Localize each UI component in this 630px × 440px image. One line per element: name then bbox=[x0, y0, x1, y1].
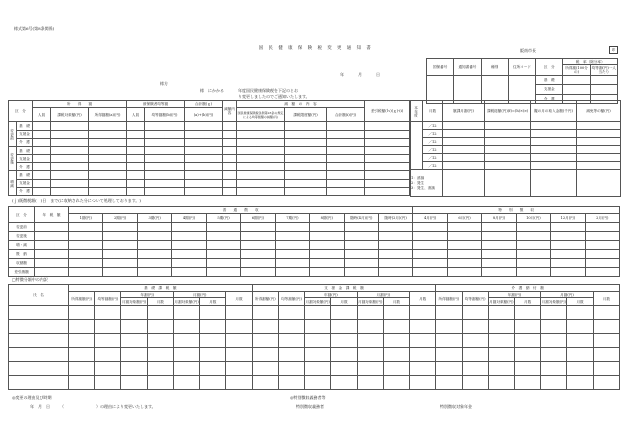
amount-cell bbox=[593, 320, 619, 334]
col-head: (a)+(b)(円) bbox=[185, 108, 223, 122]
month-mark: ／12 bbox=[423, 146, 443, 154]
sub-col: 月数 bbox=[567, 298, 593, 306]
ident-row-label: 基 礎 bbox=[536, 75, 563, 84]
amount-cell bbox=[593, 376, 619, 390]
amount-cell bbox=[69, 334, 95, 348]
amount-cell bbox=[305, 306, 331, 320]
breakdown-table bbox=[8, 284, 620, 390]
amount-cell bbox=[514, 320, 540, 334]
amount-cell bbox=[95, 348, 121, 362]
amount-cell bbox=[226, 320, 252, 334]
amount-cell bbox=[541, 348, 567, 362]
amount-cell bbox=[278, 320, 304, 334]
period-col: 3期(円) bbox=[137, 214, 171, 223]
greeting-mid: 様 にかかる bbox=[200, 88, 224, 93]
amount-cell bbox=[147, 362, 173, 376]
amount-cell bbox=[121, 348, 147, 362]
col-head: 均等割額(b)(円) bbox=[145, 108, 185, 122]
reduction-header: 減 額 の 内 容 bbox=[237, 101, 365, 108]
amount-cell bbox=[95, 334, 121, 348]
amount-cell bbox=[488, 348, 514, 362]
right-col-head: 擬の月の取入金額(千円) bbox=[531, 101, 577, 122]
amount-cell bbox=[488, 362, 514, 376]
col-head: 課税対象額(円) bbox=[51, 108, 89, 122]
period-col: 4月(円) bbox=[413, 214, 447, 223]
amount-cell bbox=[305, 348, 331, 362]
amount-cell bbox=[462, 348, 488, 362]
form-id: 様式第6号(第8条関係) bbox=[14, 26, 55, 31]
month-mark: ／12 bbox=[423, 130, 443, 138]
amount-cell bbox=[593, 306, 619, 320]
col-head: 人員 bbox=[127, 108, 145, 122]
amount-cell bbox=[331, 334, 357, 348]
group-label: 変更前 bbox=[9, 122, 17, 147]
month-mark: ／12 bbox=[423, 122, 443, 130]
name-cell bbox=[9, 348, 69, 362]
amount-cell bbox=[567, 306, 593, 320]
special-header: 特 別 徴 収 bbox=[413, 207, 620, 214]
month-mark: ／12 bbox=[423, 162, 443, 170]
amount-cell bbox=[593, 334, 619, 348]
ordinary-header: 普 通 徴 収 bbox=[69, 207, 413, 214]
period-col: 12月(円) bbox=[551, 214, 585, 223]
amount-cell bbox=[462, 334, 488, 348]
amount-cell bbox=[69, 376, 95, 390]
group-label: 変更後 bbox=[9, 146, 17, 171]
amount-cell bbox=[69, 306, 95, 320]
amount-cell bbox=[173, 376, 199, 390]
sub-col: 均等割額(円) bbox=[95, 292, 121, 306]
sub-col: 月数 bbox=[200, 298, 226, 306]
period-row-label: 既 納 bbox=[9, 250, 35, 259]
amount-cell bbox=[252, 334, 278, 348]
change-reason-line: 年 月 日 （ ）の理由により変更いたします。 bbox=[30, 404, 156, 409]
breakdown-note: □特徴分額中の内訳 bbox=[12, 277, 48, 282]
amount-cell bbox=[252, 320, 278, 334]
amount-cell bbox=[200, 334, 226, 348]
month-mark: ／12 bbox=[423, 138, 443, 146]
name-cell bbox=[9, 334, 69, 348]
annual-tax-header: 年 税 額 bbox=[35, 207, 69, 223]
right-col-head: 減免等の額(円) bbox=[577, 101, 621, 122]
amount-cell bbox=[488, 334, 514, 348]
kokuho-no-label: 国保番号 bbox=[427, 59, 454, 76]
sub-col: 年割(円) bbox=[488, 292, 540, 298]
amount-cell bbox=[567, 348, 593, 362]
amount-cell bbox=[488, 376, 514, 390]
fiscal-year-label: 本年度 bbox=[411, 101, 423, 122]
sub-col: 月数 bbox=[410, 292, 436, 306]
amount-cell bbox=[436, 306, 462, 320]
care-header: 介 護 納 付 額 bbox=[436, 285, 620, 292]
sub-col: 月割対象額(円) bbox=[358, 299, 383, 304]
table-row bbox=[9, 320, 620, 334]
name-cell bbox=[9, 320, 69, 334]
table-row bbox=[9, 306, 620, 320]
amount-cell bbox=[147, 320, 173, 334]
main-kubun-header: 区 分 bbox=[9, 101, 33, 122]
table-row bbox=[9, 362, 620, 376]
amount-cell bbox=[567, 334, 593, 348]
period-col: 4期(円) bbox=[172, 214, 206, 223]
main-right-table bbox=[410, 100, 621, 197]
amount-cell bbox=[95, 376, 121, 390]
amount-cell bbox=[121, 376, 147, 390]
amount-cell bbox=[410, 320, 436, 334]
amount-cell bbox=[69, 348, 95, 362]
withholding-heading: ◎特別徴収義務者等 bbox=[290, 395, 326, 400]
rate-col-income: 所得割(100分の) bbox=[563, 65, 590, 75]
amount-cell bbox=[541, 320, 567, 334]
ident-table bbox=[426, 58, 618, 104]
greeting-prefix: 様方 bbox=[160, 81, 168, 86]
amount-cell bbox=[95, 320, 121, 334]
rate-col-flat: 均等割(円)一人当たり bbox=[591, 65, 617, 74]
col-head: 人員 bbox=[33, 108, 51, 122]
period-col: 8期(円) bbox=[310, 214, 344, 223]
amount-cell bbox=[173, 334, 199, 348]
row-label: 介 護 bbox=[17, 187, 33, 195]
period-col: 8月(円) bbox=[482, 214, 516, 223]
amount-cell bbox=[357, 306, 383, 320]
row-label: 基 礎 bbox=[17, 146, 33, 154]
period-col: 随時(4月)(円) bbox=[344, 214, 378, 223]
amount-cell bbox=[252, 306, 278, 320]
amount-cell bbox=[357, 334, 383, 348]
period-col: 5期(円) bbox=[206, 214, 240, 223]
sub-col: 月割対象額(円) bbox=[174, 299, 199, 304]
period-col: 2期(円) bbox=[103, 214, 137, 223]
amount-cell bbox=[514, 376, 540, 390]
amount-cell bbox=[278, 348, 304, 362]
amount-cell bbox=[173, 348, 199, 362]
amount-cell bbox=[514, 348, 540, 362]
amount-cell bbox=[488, 306, 514, 320]
amount-cell bbox=[278, 334, 304, 348]
amount-cell bbox=[305, 334, 331, 348]
right-col-head: 賦課月割(円) bbox=[443, 101, 485, 122]
pension-target: 特別徴収対象年金 bbox=[440, 404, 472, 409]
amount-cell bbox=[278, 376, 304, 390]
amount-cell bbox=[567, 376, 593, 390]
amount-cell bbox=[514, 306, 540, 320]
period-col: 6月(円) bbox=[447, 214, 481, 223]
address-code-label: 住所コード bbox=[508, 59, 535, 76]
amount-cell bbox=[147, 306, 173, 320]
main-table bbox=[8, 100, 410, 196]
period-table bbox=[8, 206, 620, 277]
period-row-label: 収納額 bbox=[9, 259, 35, 268]
right-col-head: 課税総額(円)(f)=(h)×(e) bbox=[485, 101, 531, 122]
row-label: 介 護 bbox=[17, 163, 33, 171]
amount-cell bbox=[200, 306, 226, 320]
sub-col: 年割(円) bbox=[305, 292, 357, 298]
sub-col: 月数 bbox=[226, 292, 252, 306]
flat-split-header: 被保険者均等割 bbox=[127, 101, 185, 108]
row-label: 支援金 bbox=[17, 179, 33, 187]
amount-cell bbox=[357, 376, 383, 390]
amount-cell bbox=[252, 348, 278, 362]
amount-cell bbox=[436, 320, 462, 334]
sub-col: 所得割額(円) bbox=[252, 292, 278, 306]
amount-cell bbox=[462, 362, 488, 376]
col-head: 合計額(i)(円) bbox=[327, 108, 365, 122]
amount-cell bbox=[147, 376, 173, 390]
amount-cell bbox=[541, 334, 567, 348]
amount-cell bbox=[226, 348, 252, 362]
period-col: 2月(円) bbox=[585, 214, 619, 223]
sub-col: 月数 bbox=[593, 292, 619, 306]
amount-cell bbox=[514, 362, 540, 376]
amount-cell bbox=[541, 362, 567, 376]
amount-cell bbox=[383, 362, 409, 376]
net-amount-header: 差引税額(ｈ)(ｇ)-(i) bbox=[365, 101, 410, 122]
row-label: 基 礎 bbox=[17, 122, 33, 130]
type-label: 種別 bbox=[481, 59, 508, 76]
amount-cell bbox=[436, 334, 462, 348]
total-g-header: 合計額(ｇ) bbox=[185, 101, 223, 108]
amount-cell bbox=[462, 320, 488, 334]
amount-cell bbox=[278, 362, 304, 376]
amount-cell bbox=[410, 306, 436, 320]
amount-cell bbox=[200, 376, 226, 390]
amount-cell bbox=[278, 306, 304, 320]
amount-cell bbox=[593, 362, 619, 376]
amount-cell bbox=[252, 362, 278, 376]
legend-item: 1：消滅 bbox=[411, 175, 425, 180]
right-col-head: 月数 bbox=[423, 101, 443, 122]
amount-cell bbox=[331, 362, 357, 376]
sub-col: 均等割額(円) bbox=[462, 292, 488, 306]
amount-cell bbox=[121, 362, 147, 376]
sub-col: 月数 bbox=[331, 298, 357, 306]
amount-cell bbox=[69, 320, 95, 334]
table-row bbox=[9, 334, 620, 348]
table-row bbox=[9, 376, 620, 390]
change-reason-heading: ◎変更の理由及び時期 bbox=[12, 395, 52, 400]
amount-cell bbox=[69, 362, 95, 376]
group-label: 増減 bbox=[9, 171, 17, 196]
period-row-label: 増・減 bbox=[9, 241, 35, 250]
sub-col: 月割(円) bbox=[357, 292, 409, 298]
amount-cell bbox=[173, 362, 199, 376]
sub-col: 所得割額(円) bbox=[69, 292, 95, 306]
amount-cell bbox=[305, 362, 331, 376]
table-row bbox=[9, 348, 620, 362]
sub-col: 月数 bbox=[147, 298, 173, 306]
amount-cell bbox=[593, 348, 619, 362]
sub-col: 月割対象額(円) bbox=[489, 299, 514, 304]
amount-cell bbox=[410, 362, 436, 376]
period-col: 随時(2月)(円) bbox=[378, 214, 412, 223]
amount-cell bbox=[331, 348, 357, 362]
row-label: 支援金 bbox=[17, 155, 33, 163]
period-col: 7期(円) bbox=[275, 214, 309, 223]
sub-col: 月割対象額(円) bbox=[121, 299, 147, 304]
amount-cell bbox=[305, 320, 331, 334]
period-row-label: 変更後 bbox=[9, 232, 35, 241]
sub-col: 年割(円) bbox=[121, 292, 173, 298]
notice-no-label: 通知書番号 bbox=[454, 59, 481, 76]
amount-cell bbox=[567, 362, 593, 376]
greeting-line1: 年度国民健康保険税を下記のとお bbox=[238, 88, 298, 93]
amount-cell bbox=[383, 348, 409, 362]
page-title: 国 民 健 康 保 険 税 変 更 通 知 書 bbox=[258, 46, 372, 51]
period-col: 1期(円) bbox=[69, 214, 103, 223]
ident-row-label: 支援金 bbox=[536, 85, 563, 94]
support-header: 支 援 金 課 税 額 bbox=[252, 285, 436, 292]
amount-cell bbox=[226, 306, 252, 320]
legend-item: 3：発生、消滅 bbox=[411, 185, 435, 190]
amount-cell bbox=[305, 376, 331, 390]
seal-mark: 印 bbox=[609, 46, 618, 54]
amount-cell bbox=[147, 334, 173, 348]
reduction-type-header: 減額内容 bbox=[223, 101, 237, 122]
amount-cell bbox=[331, 320, 357, 334]
amount-cell bbox=[488, 320, 514, 334]
amount-cell bbox=[436, 362, 462, 376]
kubun-label: 区 分 bbox=[536, 59, 563, 76]
amount-cell bbox=[331, 376, 357, 390]
legend-cell bbox=[411, 170, 443, 197]
amount-cell bbox=[200, 362, 226, 376]
amount-cell bbox=[147, 348, 173, 362]
ident-row-label: 介 護 bbox=[536, 94, 563, 103]
amount-cell bbox=[200, 320, 226, 334]
period-row-label: 差引納額 bbox=[9, 268, 35, 277]
amount-cell bbox=[436, 376, 462, 390]
amount-cell bbox=[226, 334, 252, 348]
amount-cell bbox=[173, 320, 199, 334]
amount-cell bbox=[95, 306, 121, 320]
period-row-label: 変更前 bbox=[9, 223, 35, 232]
amount-cell bbox=[226, 362, 252, 376]
amount-cell bbox=[514, 334, 540, 348]
sub-col: 月数 bbox=[383, 298, 409, 306]
row-label: 介 護 bbox=[17, 138, 33, 146]
amount-cell bbox=[121, 320, 147, 334]
amount-cell bbox=[226, 376, 252, 390]
amount-cell bbox=[410, 334, 436, 348]
sub-col: 月数 bbox=[514, 298, 540, 306]
amount-cell bbox=[357, 320, 383, 334]
city-name: 阪南市長 bbox=[520, 48, 536, 53]
sub-col: 月割(円) bbox=[541, 292, 593, 298]
amount-cell bbox=[252, 376, 278, 390]
col-head: 所得割額(a)(円) bbox=[89, 108, 127, 122]
amount-cell bbox=[200, 348, 226, 362]
amount-cell bbox=[383, 306, 409, 320]
issue-date: 年 月 日 bbox=[340, 72, 385, 77]
amount-cell bbox=[410, 348, 436, 362]
amount-cell bbox=[95, 362, 121, 376]
amount-cell bbox=[357, 348, 383, 362]
amount-cell bbox=[462, 306, 488, 320]
col-head: 国民健康保険税条例第23条の規定による均等割額の減額(円) bbox=[237, 108, 285, 122]
greeting-line2: り変更しましたのでご通知いたします。 bbox=[238, 94, 310, 99]
month-mark: ／12 bbox=[423, 154, 443, 162]
amount-cell bbox=[383, 320, 409, 334]
amount-cell bbox=[331, 306, 357, 320]
name-cell bbox=[9, 306, 69, 320]
rate-header: 税 率（除分率） bbox=[563, 59, 618, 65]
row-label: 基 礎 bbox=[17, 171, 33, 179]
sub-col: 均等割額(円) bbox=[278, 292, 304, 306]
amount-cell bbox=[541, 306, 567, 320]
period-col: 6期(円) bbox=[241, 214, 275, 223]
amount-cell bbox=[383, 376, 409, 390]
period-col: 10月(円) bbox=[516, 214, 550, 223]
sub-col: 月割対象額(円) bbox=[305, 299, 330, 304]
amount-cell bbox=[357, 362, 383, 376]
amount-cell bbox=[436, 348, 462, 362]
income-split-header: 所 得 割 bbox=[33, 101, 127, 108]
name-header: 氏 名 bbox=[9, 285, 69, 306]
amount-cell bbox=[462, 376, 488, 390]
basic-header: 基 礎 課 税 額 bbox=[69, 285, 253, 292]
row-label: 支援金 bbox=[17, 130, 33, 138]
name-cell bbox=[9, 362, 69, 376]
collected-note: (ｊ)既徴税額( )日 まで(に収納された分について処理しております。) bbox=[12, 198, 141, 203]
period-kubun-header: 区 分 bbox=[9, 207, 35, 223]
amount-cell bbox=[410, 376, 436, 390]
amount-cell bbox=[121, 306, 147, 320]
col-head: 課税限度額(円) bbox=[285, 108, 327, 122]
sub-col: 月割(円) bbox=[173, 292, 225, 298]
sub-col: 所得割額(円) bbox=[436, 292, 462, 306]
amount-cell bbox=[567, 320, 593, 334]
amount-cell bbox=[173, 306, 199, 320]
amount-cell bbox=[121, 334, 147, 348]
legend-item: 2：発生 bbox=[411, 180, 425, 185]
name-cell bbox=[9, 376, 69, 390]
amount-cell bbox=[541, 376, 567, 390]
sub-col: 月割対象額(円) bbox=[541, 299, 567, 304]
withholding-agent: 特別徴収義務者 bbox=[296, 404, 324, 409]
amount-cell bbox=[383, 334, 409, 348]
